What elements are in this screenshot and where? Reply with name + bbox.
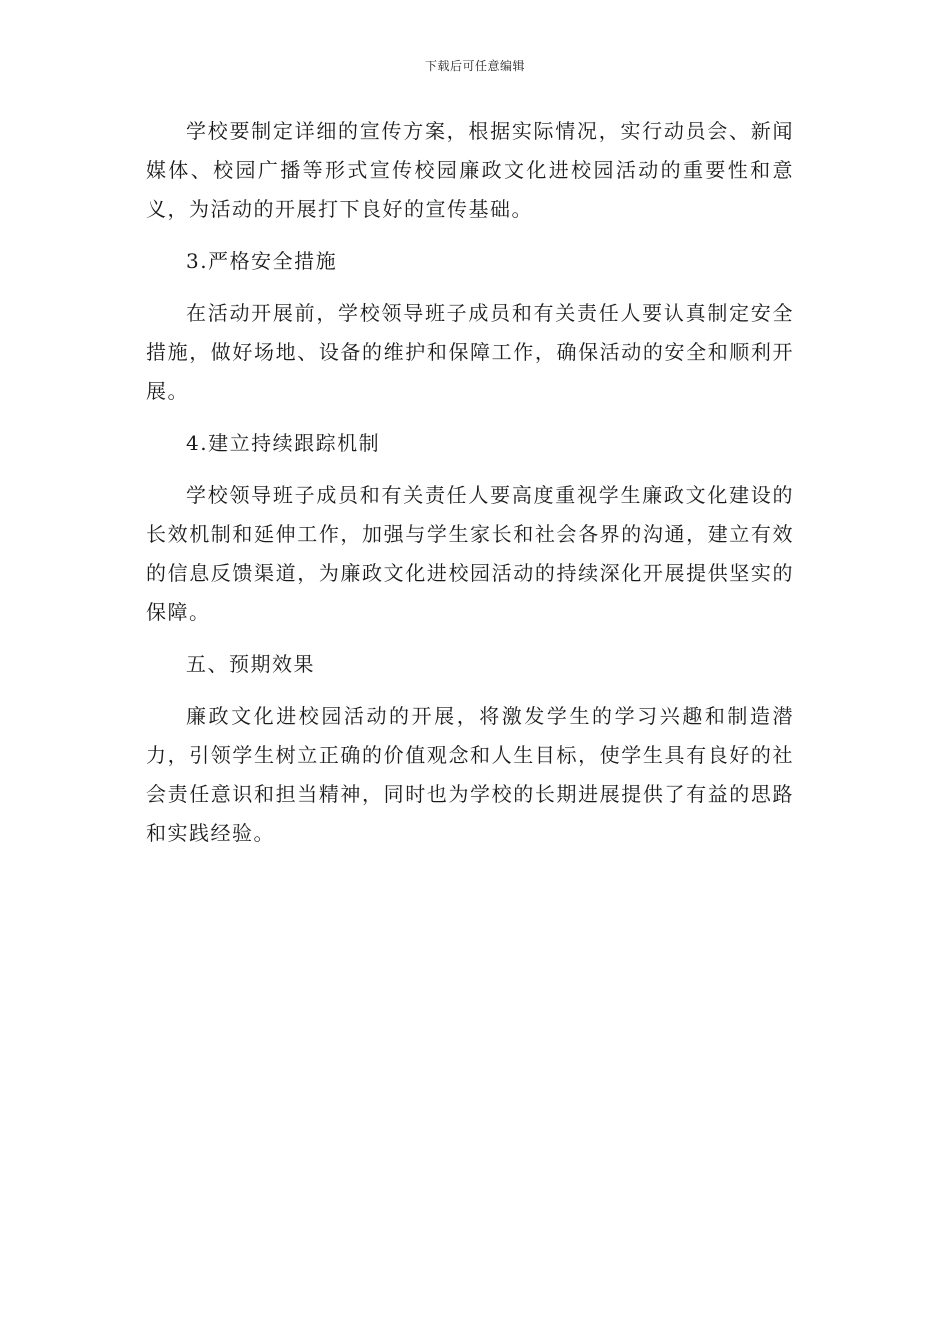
section-heading-expected-results: 五、预期效果 xyxy=(186,652,315,676)
section-heading-tracking: 4.建立持续跟踪机制 xyxy=(186,431,381,455)
document-body xyxy=(146,112,794,866)
section-heading-safety: 3.严格安全措施 xyxy=(186,249,338,273)
paragraph-publicity-plan: 学校要制定详细的宣传方案，根据实际情况，实行动员会、新闻媒体、校园广播等形式宣传校园廉政文化进校园活动的重要性和意义，为活动的开展打下良好的宣传基础。 xyxy=(146,119,794,221)
download-note: 下载后可任意编辑 xyxy=(424,59,525,73)
paragraph-safety-measures: 在活动开展前，学校领导班子成员和有关责任人要认真制定安全措施，做好场地、设备的维护和保障工作，确保活动的安全和顺利开展。 xyxy=(146,301,794,403)
paragraph-expected-results: 廉政文化进校园活动的开展，将激发学生的学习兴趣和制造潜力，引领学生树立正确的价值观念和人生目标，使学生具有良好的社会责任意识和担当精神，同时也为学校的长期进展提供了有益的思路和实践经验。 xyxy=(146,704,794,845)
paragraph-tracking-mechanism: 学校领导班子成员和有关责任人要高度重视学生廉政文化建设的长效机制和延伸工作，加强与学生家长和社会各界的沟通，建立有效的信息反馈渠道，为廉政文化进校园活动的持续深化开展提供坚实的保障。 xyxy=(146,483,794,624)
